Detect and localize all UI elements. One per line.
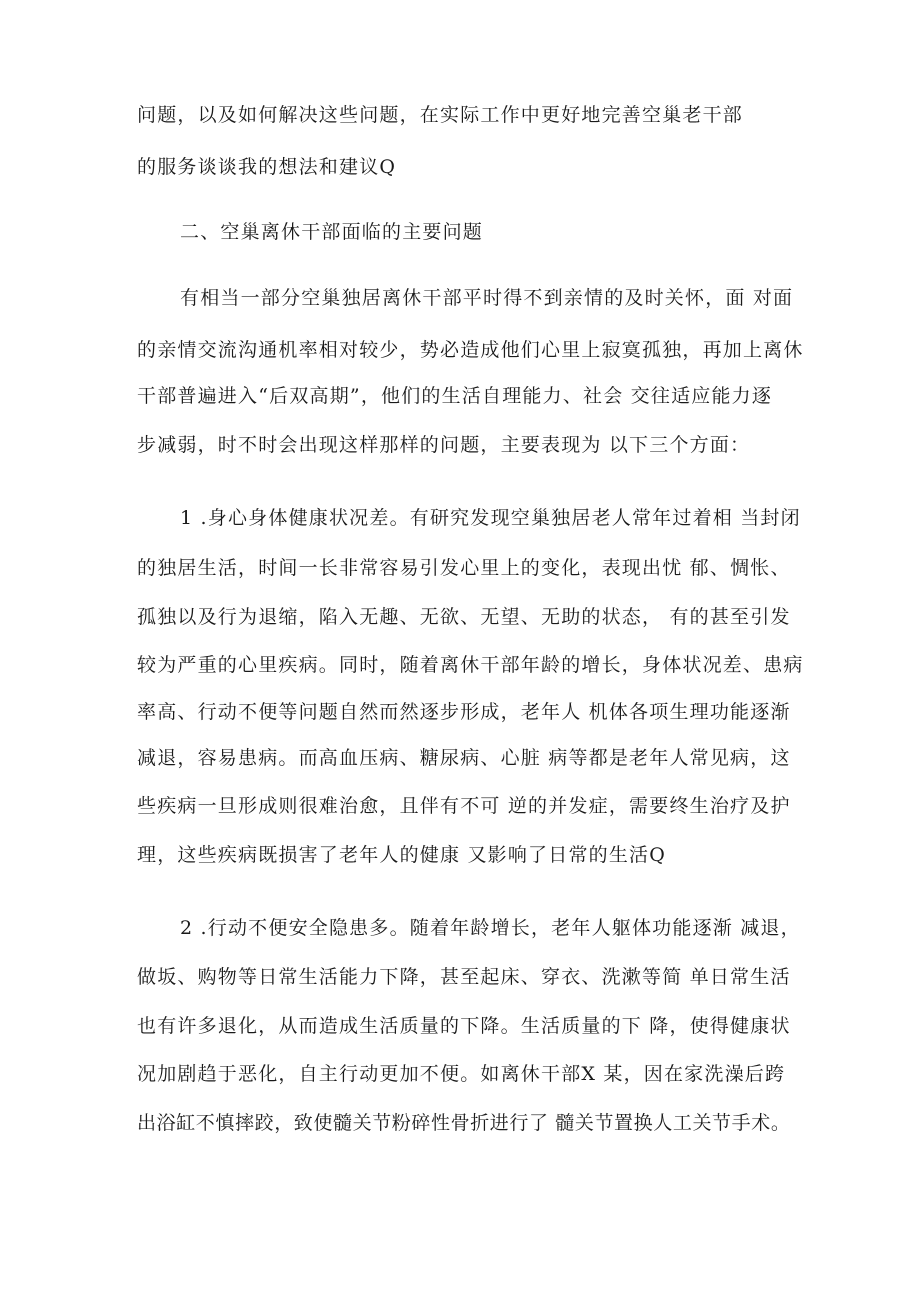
text-line: 问题，以及如何解决这些问题，在实际工作中更好地完善空巢老干部 [137, 104, 744, 126]
text-line: 有相当一部分空巢独居离休干部平时得不到亲情的及时关怀，面 对面 [180, 287, 794, 309]
text-line: 些疾病一旦形成则很难治愈，且伴有不可 逆的并发症，需要终生治疗及护 [137, 795, 791, 817]
text-line: 况加剧趋于恶化，自主行动更加不便。如离休干部X 某，因在家洗澡后跨 [137, 1063, 786, 1085]
text-line: 率高、行动不便等问题自然而然逐步形成，老年人 机体各项生理功能逐渐 [137, 701, 791, 723]
text-line: 步减弱，时不时会出现这样那样的问题，主要表现为 以下三个方面： [137, 434, 751, 456]
text-line: 较为严重的心里疾病。同时，随着离休干部年龄的增长，身体状况差、患病 [137, 654, 804, 676]
section-heading: 二、空巢离休干部面临的主要问题 [180, 221, 484, 243]
text-line: 干部普遍进入“后双高期”，他们的生活自理能力、社会 交往适应能力逐 [137, 385, 773, 407]
text-line: 理，这些疾病既损害了老年人的健康 又影响了日常的生活Q [137, 844, 667, 866]
text-line: 也有许多退化，从而造成生活质量的下降。生活质量的下 降，使得健康状 [137, 1015, 791, 1037]
text-line: 1 .身心身体健康状况差。有研究发现空巢独居老人常年过着相 当封闭 [180, 507, 801, 529]
text-line: 2 .行动不便安全隐患多。随着年龄增长，老年人躯体功能逐渐 减退， [180, 917, 801, 939]
text-line: 的服务谈谈我的想法和建议Q [137, 156, 397, 178]
text-line: 的独居生活，时间一长非常容易引发心里上的变化，表现出忧 郁、惆怅、 [137, 557, 791, 579]
text-line: 的亲情交流沟通机率相对较少，势必造成他们心里上寂寞孤独，再加上离休 [137, 339, 804, 361]
text-line: 出浴缸不慎摔跤，致使髓关节粉碎性骨折进行了 髓关节置换人工关节手术。 [137, 1112, 791, 1134]
text-line: 做坂、购物等日常生活能力下降，甚至起床、穿衣、洗漱等简 单日常生活 [137, 966, 791, 988]
text-line: 孤独以及行为退缩，陷入无趣、无欲、无望、无助的状态， 有的甚至引发 [137, 606, 791, 628]
text-line: 减退，容易患病。而高血压病、糖尿病、心脏 病等都是老年人常见病，这 [137, 747, 791, 769]
